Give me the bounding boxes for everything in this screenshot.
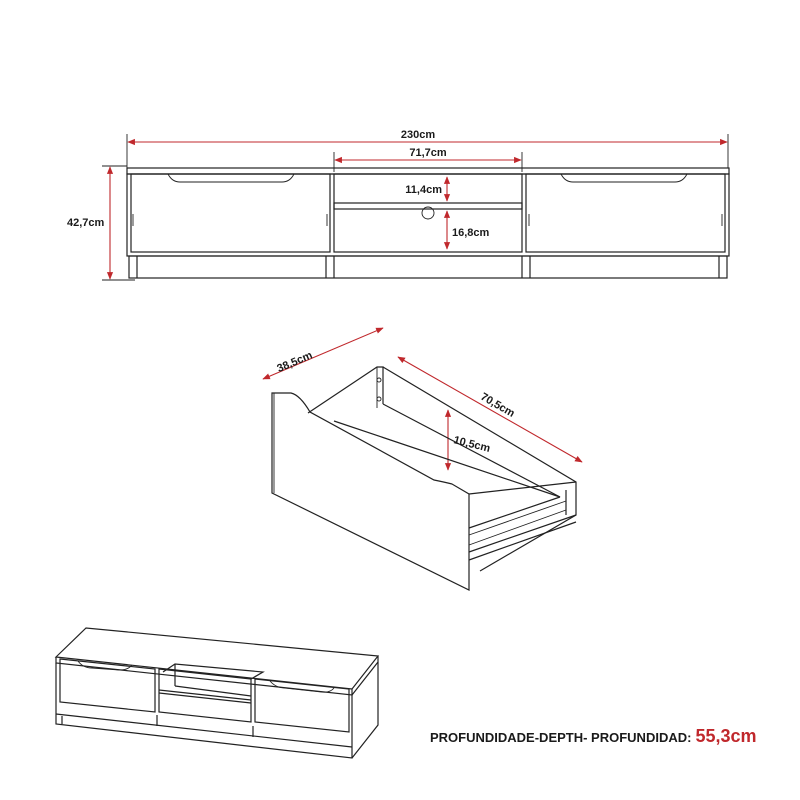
drawer-view [263, 328, 582, 590]
perspective-right-drawer [255, 679, 349, 732]
lower-niche-label: 16,8cm [452, 227, 490, 239]
drawer-front-panel [272, 393, 469, 590]
perspective-left-drawer [60, 659, 155, 712]
depth-label: PROFUNDIDADE-DEPTH- PROFUNDIDAD: [430, 730, 692, 745]
drawer-depth-label: 70,5cm [478, 390, 517, 420]
drawer-width-label: 38,5cm [275, 349, 315, 376]
center-shelf [334, 203, 522, 209]
center-width-label: 71,7cm [409, 147, 447, 159]
height-label: 42,7cm [67, 217, 105, 229]
plinth [129, 256, 727, 278]
drawer-height-label: 10,5cm [452, 434, 492, 455]
upper-niche-label: 11,4cm [405, 184, 442, 196]
top-board [127, 168, 729, 174]
depth-note [430, 726, 757, 747]
left-drawer-front [131, 174, 330, 252]
front-view [67, 129, 729, 280]
perspective-view [56, 628, 378, 758]
depth-value: 55,3cm [695, 726, 757, 746]
total-width-label: 230cm [400, 129, 436, 141]
right-drawer-front [526, 174, 725, 252]
